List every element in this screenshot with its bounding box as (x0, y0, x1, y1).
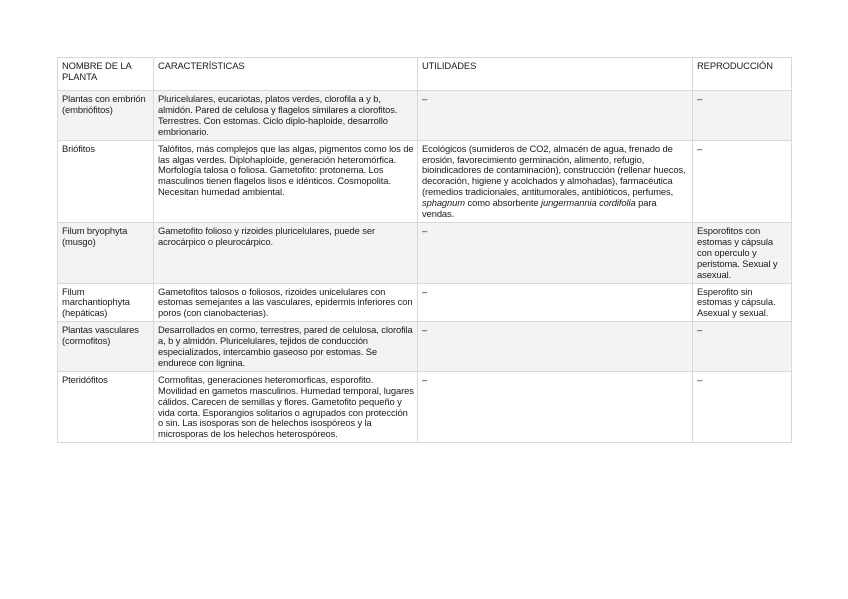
utilities-text-main: Ecológicos (sumideros de CO2, almacén de agua, frenado de erosión, favorecimiento germinación, alimento, refugio, bioindicadores de contaminación), construcción (rellenar huecos, decoración, higiene y acolchados y almohadas), farmacéutica (remedios tradicionales, antitumorales, antibióticos, perfumes, (422, 142, 686, 198)
cell-characteristics: Cormofitas, generaciones heteromorficas, esporofito. Movilidad en gametos masculinos. Humedad temporal, lugares cálidos. Carecen de semillas y flores. Gametofito pequeño y vida corta. Esporangios solitarios o agrupados con protección o sin. Las isosporas son de helechos isospóreos y la microsporas de los helechos heterospóreos. (154, 371, 418, 442)
cell-reproduction: – (693, 91, 792, 141)
plant-classification-table (57, 57, 792, 443)
cell-utilities: – (418, 91, 693, 141)
utilities-text-mid: como absorbente (467, 197, 539, 209)
header-utilities: UTILIDADES (418, 58, 693, 91)
table-row (58, 322, 792, 372)
cell-plant-name: Filum marchantiophyta (hepáticas) (58, 283, 154, 322)
table-row (58, 140, 792, 222)
cell-plant-name: Pteridófitos (58, 371, 154, 442)
cell-reproduction: Esporofitos con estomas y cápsula con operculo y peristoma. Sexual y asexual. (693, 222, 792, 283)
cell-reproduction: – (693, 140, 792, 222)
cell-utilities: – (418, 222, 693, 283)
cell-utilities: – (418, 371, 693, 442)
cell-plant-name: Plantas con embrión (embriófitos) (58, 91, 154, 141)
cell-reproduction: – (693, 371, 792, 442)
header-reproduction: REPRODUCCIÓN (693, 58, 792, 91)
table-row (58, 371, 792, 442)
cell-characteristics: Gametofito folioso y rizoides pluricelulares, puede ser acrocárpico o pleurocárpico. (154, 222, 418, 283)
table-row (58, 283, 792, 322)
table-row (58, 91, 792, 141)
cell-reproduction: – (693, 322, 792, 372)
cell-utilities: – (418, 283, 693, 322)
cell-characteristics: Gametofitos talosos o foliosos, rizoides unicelulares con estomas semejantes a las vasculares, epidermis inferiores con poros (con cianobacterias). (154, 283, 418, 322)
cell-plant-name: Filum bryophyta (musgo) (58, 222, 154, 283)
cell-plant-name: Briófitos (58, 140, 154, 222)
table-row (58, 222, 792, 283)
header-characteristics: CARACTERÍSTICAS (154, 58, 418, 91)
cell-characteristics: Talófitos, más complejos que las algas, pigmentos como los de las algas verdes. Diplohaploide, generación heteromórfica. Morfología talosa o foliosa. Gametofito: protonema. Los masculinos tienen flagelos lisos e idénticos. Cosmopolita. Necesitan humedad ambiental. (154, 140, 418, 222)
cell-utilities (418, 140, 693, 222)
cell-plant-name: Plantas vasculares (cormofitos) (58, 322, 154, 372)
cell-characteristics: Pluricelulares, eucariotas, platos verdes, clorofila a y b, almidón. Pared de celulosa y flagelos similares a clorofitos. Terrestres. Con estomas. Ciclo diplo-haploide, desarrollo embrionario. (154, 91, 418, 141)
cell-reproduction: Esperofito sin estomas y cápsula. Asexual y sexual. (693, 283, 792, 322)
header-plant-name: NOMBRE DE LA PLANTA (58, 58, 154, 91)
table-header-row (58, 58, 792, 91)
utilities-text-end: para vendas. (422, 197, 657, 220)
cell-utilities: – (418, 322, 693, 372)
cell-characteristics: Desarrollados en cormo, terrestres, pared de celulosa, clorofila a, b y almidón. Pluricelulares, tejidos de conducción especializados, intercambio gaseoso por estomas. Se endurece con lignina. (154, 322, 418, 372)
utilities-italic-sphagnum: sphagnum (422, 197, 465, 209)
utilities-italic-jungermannia: jungermannia cordifolia (540, 197, 636, 209)
